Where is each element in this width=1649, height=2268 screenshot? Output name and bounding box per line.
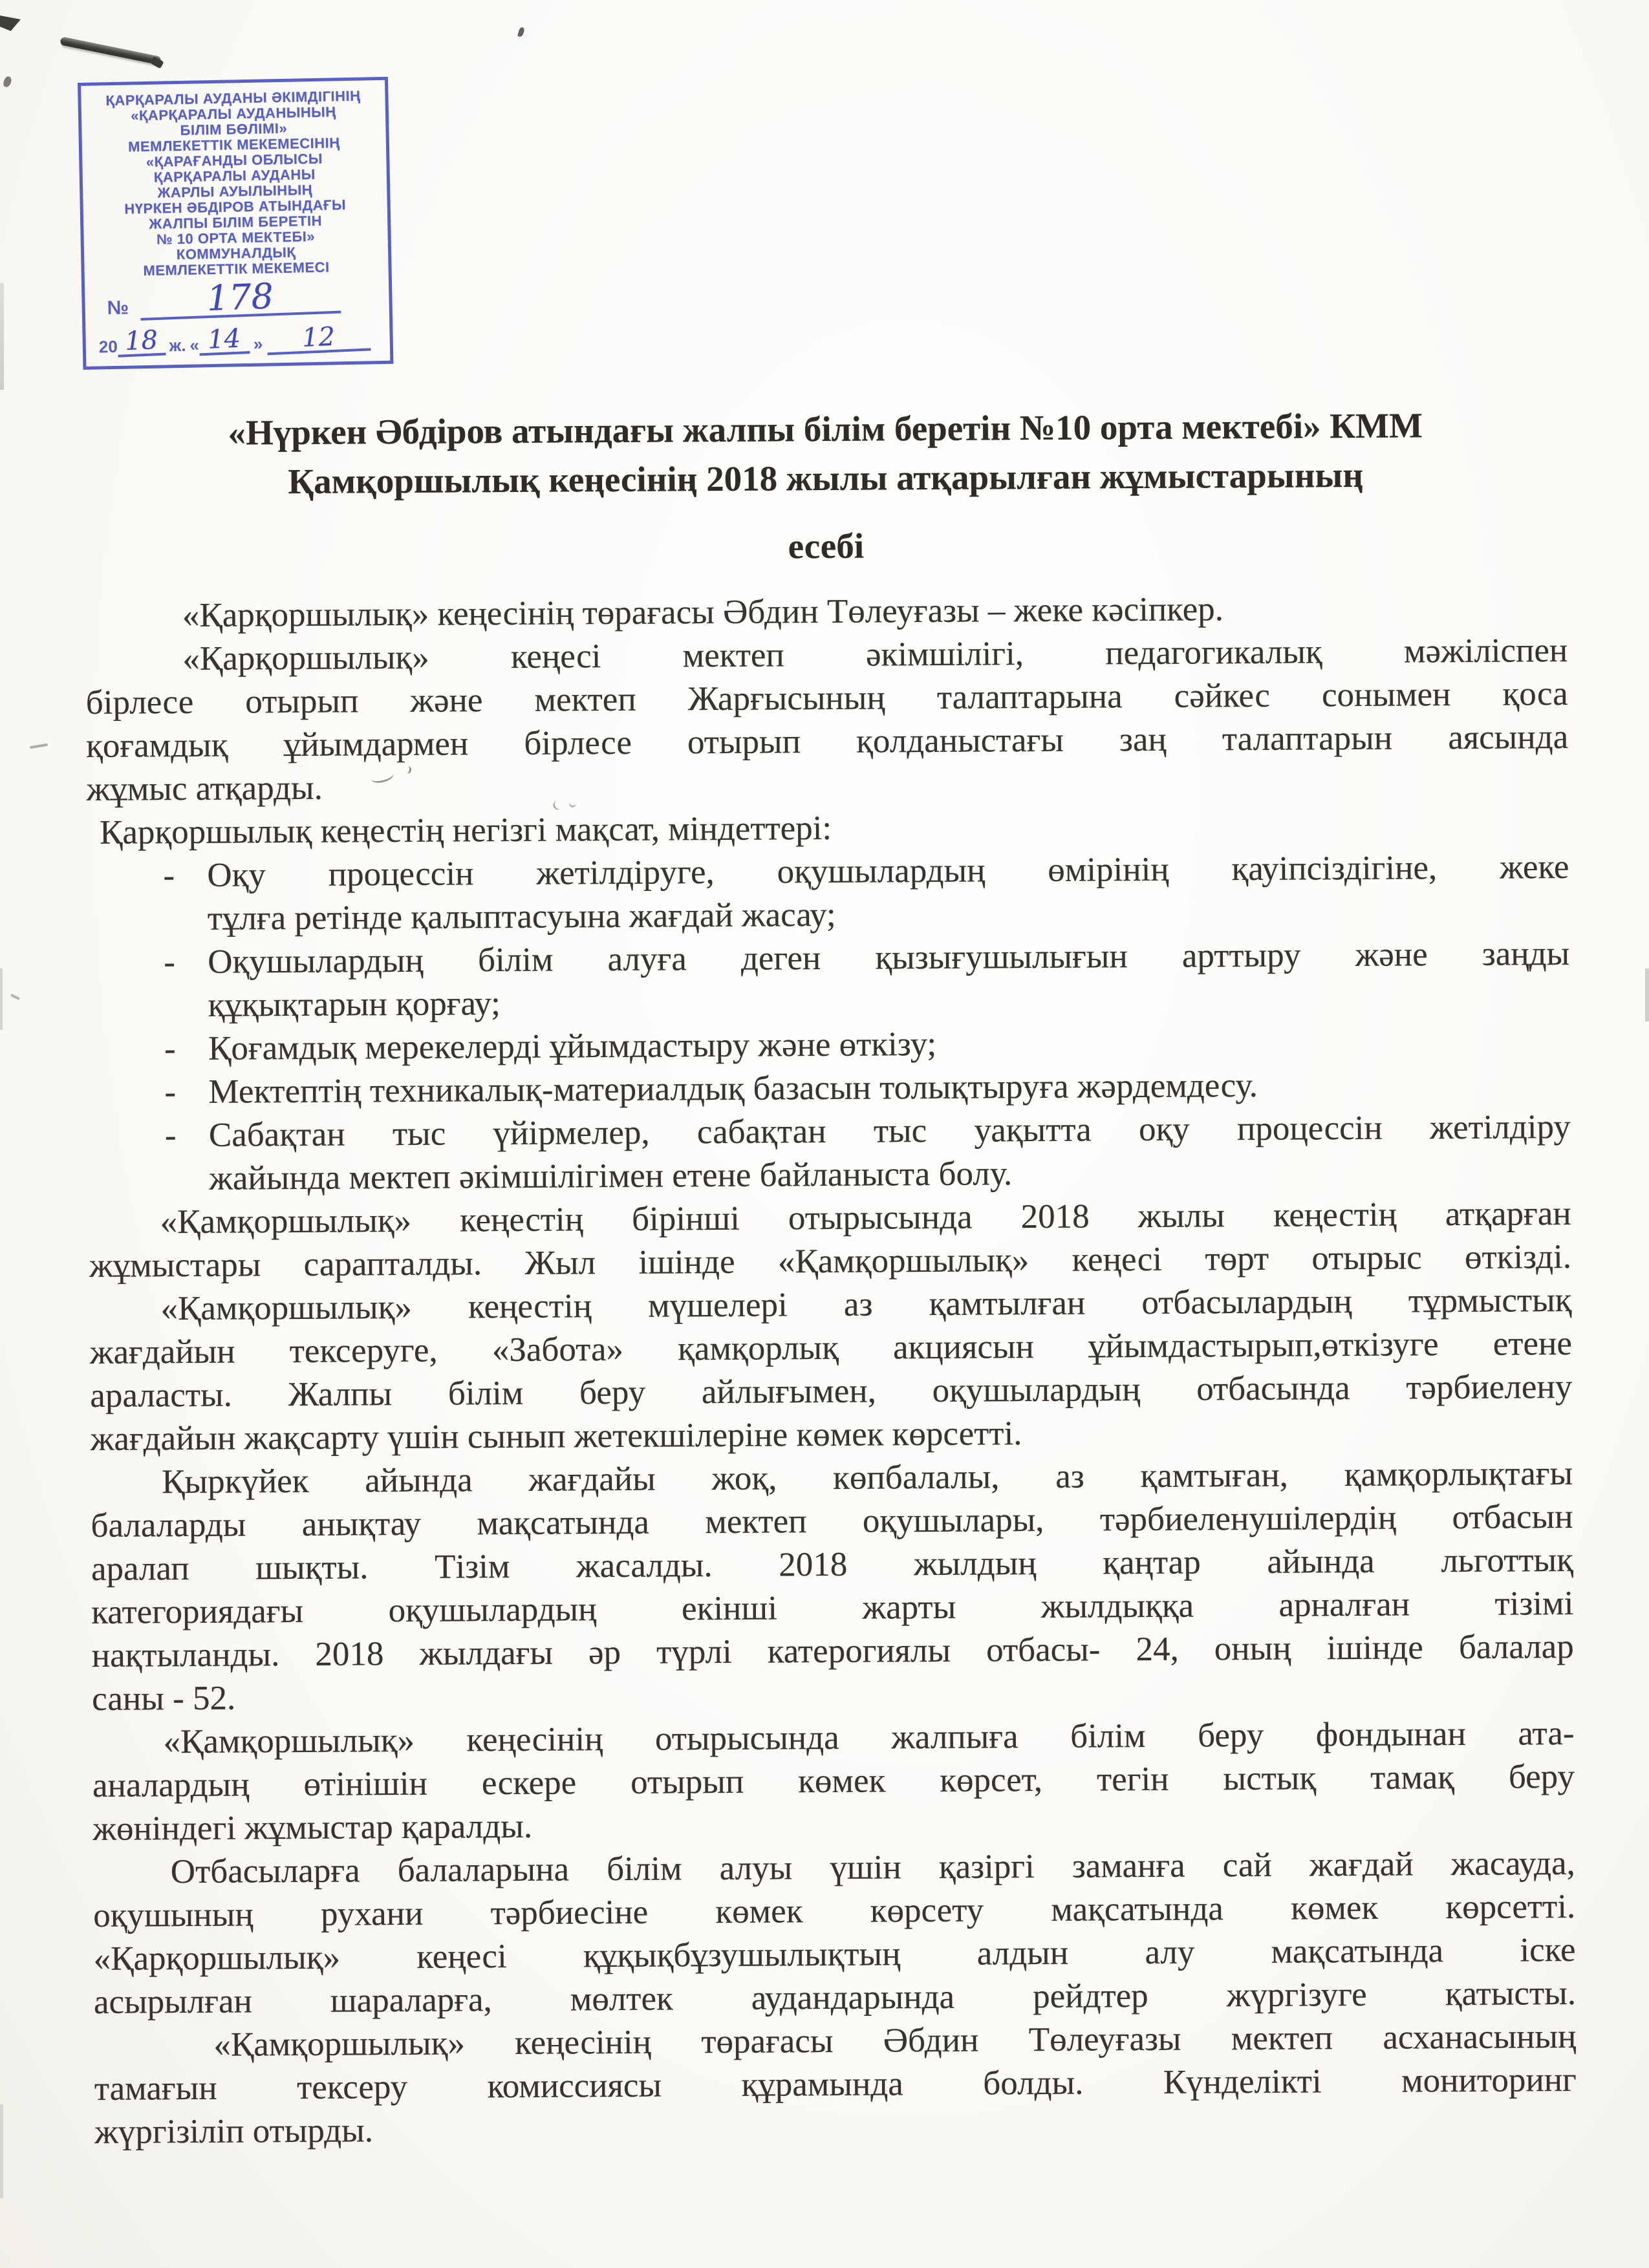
scan-edge-streak xyxy=(0,968,3,1030)
bullet-dash: - xyxy=(164,1030,176,1068)
bullet-dash: - xyxy=(163,857,175,895)
registration-stamp xyxy=(78,77,393,370)
stamp-number-label: № xyxy=(107,297,129,319)
text-line: Қарқоршылық кеңестің негізгі мақсат, міндеттері: xyxy=(99,809,832,851)
text-line: Отбасыларға балаларына білім алуы үшін қазіргі заманға сай жағдай жасауда, xyxy=(170,1844,1575,1891)
title-line: Қамқоршылық кеңесінің 2018 жылы атқарылған жұмыстарының xyxy=(288,455,1364,502)
stamp-text-line: ЖАЛПЫ БІЛІМ БЕРЕТІН xyxy=(149,212,323,232)
scan-edge-streak xyxy=(0,2104,3,2198)
handwritten-month: 12 xyxy=(301,321,336,354)
stamp-date-prefix: 20 xyxy=(98,336,118,357)
text-line: аналардың өтінішін ескере отырып көмек көрсет, тегін ыстық тамақ беру xyxy=(92,1757,1575,1804)
paragraph-council-work xyxy=(85,629,1569,811)
stamp-text-line: БІЛІМ БӨЛІМІ» xyxy=(180,120,288,138)
text-line: Оқу процессін жетілдіруге, оқушылардың өмірінің қауіпсіздігіне, жеке xyxy=(207,848,1569,894)
title-line: есебі xyxy=(788,526,865,566)
text-line: асырылған шараларға, мөлтек аудандарында рейдтер жүргізуге қатысты. xyxy=(93,1974,1577,2021)
handwritten-document-number: 178 xyxy=(206,275,275,319)
staple-mark xyxy=(59,36,161,65)
bullet-dash: - xyxy=(164,1117,177,1155)
stamp-text-line: ҚАРҚАРАЛЫ АУДАНЫ ӘКІМДІГІНІҢ xyxy=(105,87,361,109)
list-item xyxy=(87,932,1570,1028)
scan-speck xyxy=(2,76,13,89)
paragraph-canteen-monitoring xyxy=(94,2015,1577,2154)
text-line: жұмыс атқарды. xyxy=(86,769,323,808)
stamp-text-line: ЖАРЛЫ АУЫЛЫНЫҢ xyxy=(157,182,313,201)
text-line: жағдайын тексеруге, «Забота» қамқорлық акциясын ұйымдастырып,өткізуге етене xyxy=(89,1324,1573,1371)
paragraph-families-support xyxy=(93,1842,1577,2024)
margin-mark xyxy=(30,744,48,749)
stamp-text-line: МЕМЛЕКЕТТІК МЕКЕМЕСІНІҢ xyxy=(127,134,340,155)
text-line: «Қамқоршылық» кеңесінің отырысында жалпыға білім беру фондынан ата- xyxy=(163,1714,1575,1761)
bullet-dash: - xyxy=(164,943,176,981)
text-line: жағдайын жақсарту үшін сынып жетекшілеріне көмек көрсетті. xyxy=(90,1415,1022,1458)
paragraph-members-visits xyxy=(89,1279,1573,1461)
text-line: Мектептің техникалық-материалдық базасын толықтыруға жәрдемдесу. xyxy=(208,1066,1258,1111)
text-line: жұмыстары сарапталды. Жыл ішінде «Қамқоршылық» кеңесі төрт отырыс өткізді. xyxy=(89,1237,1572,1285)
stamp-text-line: КОММУНАЛДЫҚ xyxy=(176,244,296,263)
stamp-text-line: «ҚАРАҒАНДЫ ОБЛЫСЫ xyxy=(146,150,323,170)
text-line: жүргізіліп отырды. xyxy=(94,2112,374,2151)
title-line: «Нүркен Әбдіров атындағы жалпы білім беретін №10 орта мектебі» КММ xyxy=(228,405,1423,453)
stamp-date-quote-close: » xyxy=(253,334,263,354)
stamp-date-month-underline xyxy=(266,323,371,355)
scan-speck xyxy=(517,27,525,37)
stamp-text-line: МЕМЛЕКЕТТІК МЕКЕМЕСІ xyxy=(143,259,330,279)
stamp-date-year-underline xyxy=(117,325,166,358)
paragraph-first-meeting xyxy=(89,1192,1571,1288)
document-title xyxy=(84,400,1568,575)
text-line: жөніндегі жұмыстар қаралды. xyxy=(92,1807,533,1848)
document-content xyxy=(84,400,1577,2154)
margin-mark xyxy=(10,994,20,1000)
text-line: Қыркүйек айында жағдайы жоқ, көпбалалы, аз қамтыған, қамқорлықтағы xyxy=(161,1454,1573,1501)
document-body xyxy=(85,586,1577,2154)
text-line: бірлесе отырып және мектеп Жарғысының талаптарына сәйкес сонымен қоса xyxy=(85,674,1568,722)
text-line: Сабақтан тыс үйірмелер, сабақтан тыс уақытта оқу процессін жетілдіру xyxy=(208,1107,1571,1154)
stamp-date-row xyxy=(89,321,386,358)
text-line: балаларды анықтау мақсатында мектеп оқушылары, тәрбиеленушілердің отбасын xyxy=(91,1497,1573,1545)
stamp-text-line: ҚАРҚАРАЛЫ АУДАНЫ xyxy=(153,166,316,186)
text-line: «Қарқоршылық» кеңесі құқықбұзушылықтың алдын алу мақсатында іске xyxy=(93,1931,1576,1978)
text-line: нақтыланды. 2018 жылдағы әр түрлі катерогиялы отбасы- 24, оның ішінде балалар xyxy=(91,1627,1574,1674)
stamp-text-line: «ҚАРҚАРАЛЫ АУДАНЫНЫҢ xyxy=(131,103,336,124)
stamp-number-underline xyxy=(140,275,341,321)
handwritten-year: 18 xyxy=(124,325,158,357)
scan-edge-streak xyxy=(1645,968,1649,1022)
stamp-number-row xyxy=(89,275,385,320)
stamp-date-zh: ж. xyxy=(169,335,186,356)
text-line: Қоғамдық мерекелерді ұйымдастыру және өткізу; xyxy=(208,1025,937,1067)
stamp-date-day-underline xyxy=(199,323,250,356)
list-item xyxy=(89,1106,1571,1201)
text-line: «Қарқоршылық» кеңесі мектеп әкімшілігі, педагогикалық мәжіліспен xyxy=(182,631,1568,678)
text-line: тұлға ретінде қалыптасуына жағдай жасау; xyxy=(207,895,836,937)
text-line: «Қамқоршылық» кеңестің бірінші отырысында 2018 жылы кеңестің атқарған xyxy=(160,1194,1571,1241)
text-line: оқушының рухани тәрбиесіне көмек көрсету мақсатында көмек көрсетті. xyxy=(93,1887,1576,1934)
text-line: «Қамқоршылық» кеңестің мүшелері аз қамтылған отбасылардың тұрмыстық xyxy=(160,1281,1572,1328)
text-line: жайында мектеп әкімшілігімен етене байланыста болу. xyxy=(209,1155,1013,1197)
paragraph-education-fund xyxy=(92,1712,1575,1851)
text-line: «Қамқоршылық» кеңесінің төрағасы Әбдин Төлеуғазы мектеп асханасының xyxy=(213,2017,1577,2064)
text-line: қоғамдық ұйымдармен бірлесе отырып қолданыстағы заң талаптарын аясында xyxy=(86,718,1569,765)
list-item xyxy=(87,846,1569,941)
text-line: «Қарқоршылық» кеңесінің төрағасы Әбдин Төлеуғазы – жеке кәсіпкер. xyxy=(182,590,1224,635)
stamp-text-line: НҮРКЕН ӘБДІРОВ АТЫНДАҒЫ xyxy=(124,197,347,217)
handwritten-day: 14 xyxy=(207,323,242,355)
text-line: құқықтарын қорғау; xyxy=(208,985,501,1024)
text-line: тамағын тексеру комиссиясы құрамында болды. Күнделікті мониторинг xyxy=(94,2060,1577,2108)
text-line: аралап шықты. Тізім жасалды. 2018 жылдың қаңтар айында льготтық xyxy=(91,1541,1574,1588)
paragraph-september-census xyxy=(91,1452,1574,1721)
text-line: Оқушылардың білім алуға деген қызығушылығын арттыру және заңды xyxy=(208,934,1570,981)
scan-corner-artifact xyxy=(0,16,21,31)
stamp-text-line: № 10 ОРТА МЕКТЕБІ» xyxy=(156,228,316,248)
text-line: араласты. Жалпы білім беру айлығымен, оқушылардың отбасында тәрбиелену xyxy=(90,1367,1573,1415)
text-line: категориядағы оқушылардың екінші жарты жылдыққа арналған тізімі xyxy=(91,1584,1574,1631)
text-line: саны - 52. xyxy=(92,1679,236,1718)
stamp-date-quote-open: « xyxy=(189,335,200,355)
scan-edge-streak xyxy=(0,283,4,390)
bullet-dash: - xyxy=(164,1073,177,1111)
